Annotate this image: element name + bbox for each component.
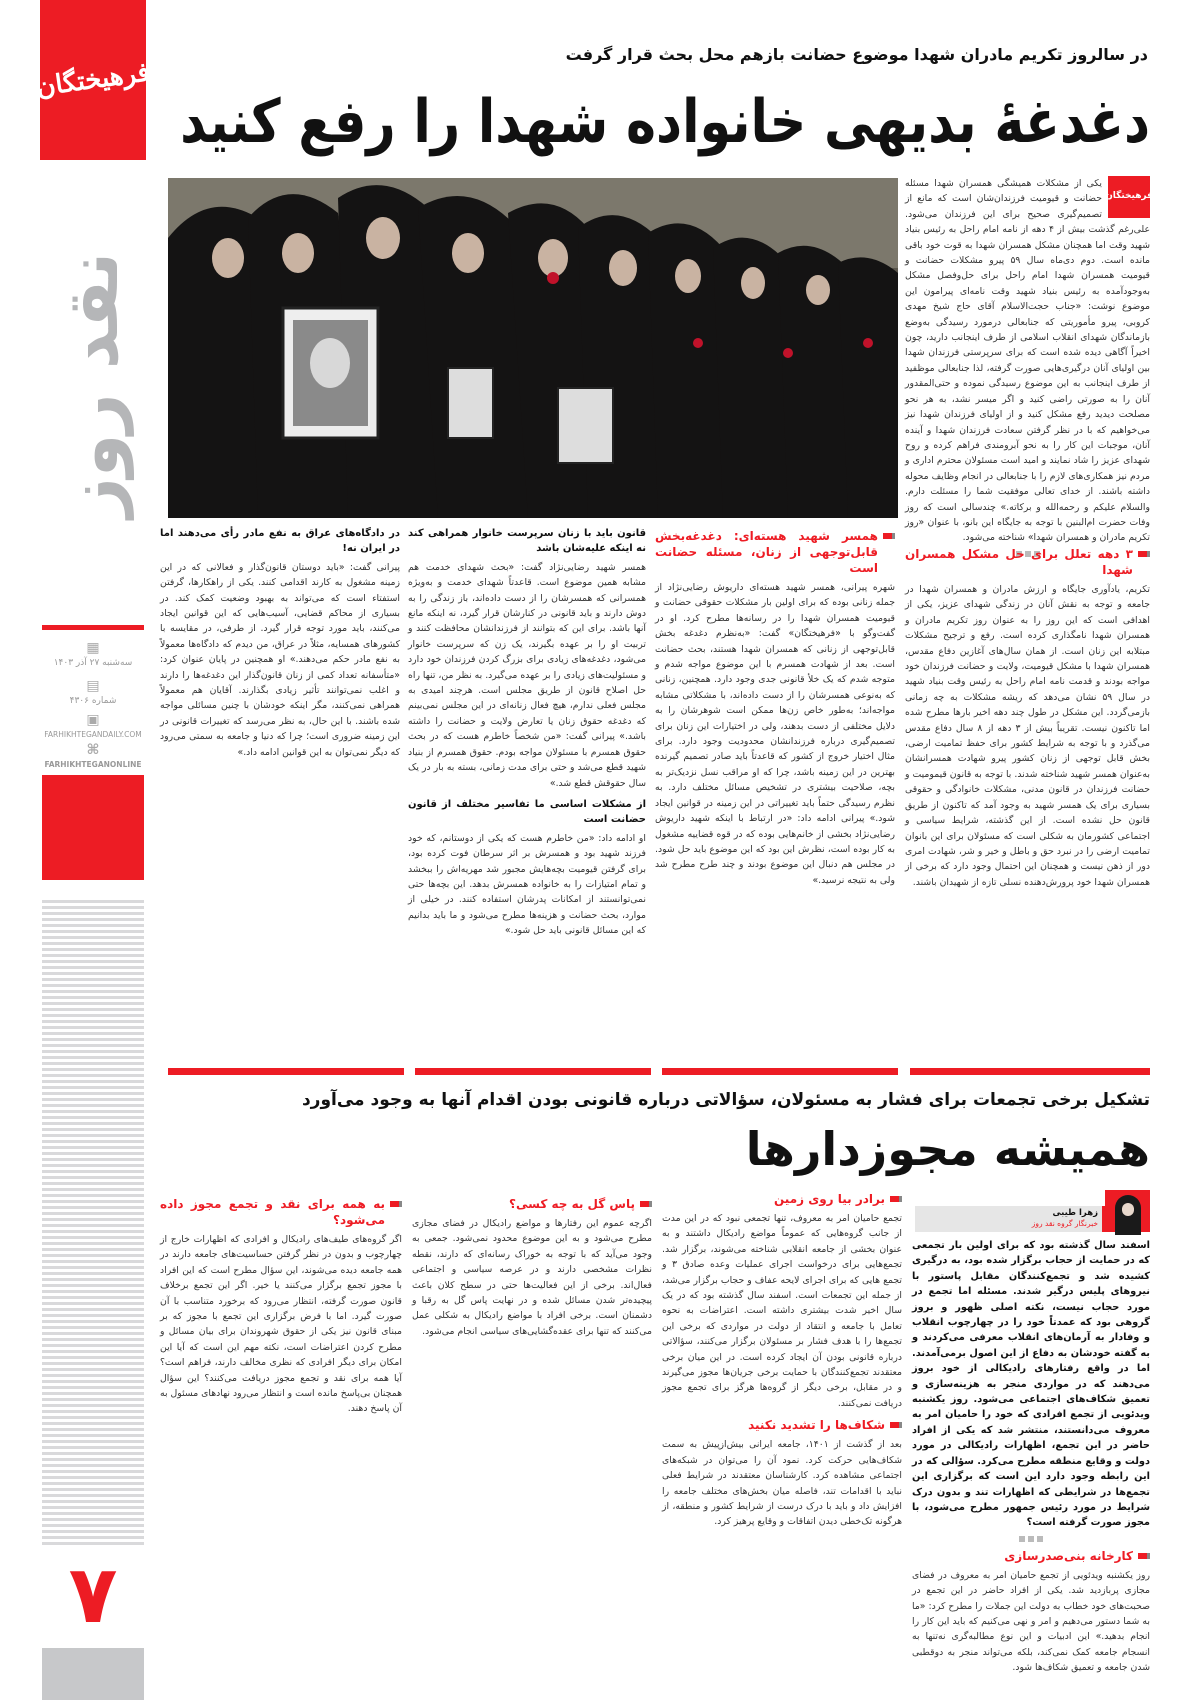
article2-column-1: اسفند سال گذشته بود که برای اولین بار تجمعی که در حمایت از حجاب برگزار شده بود، به درگیری کشیده شد و تجمع‌کنندگان مقابل پاستور با نیروهای پلیس درگیر شدند. مسئله اما تجمع در مورد حجاب نیست، نکته اصلی ظهور و بروز گروهی بود که عمدتاً خود را در چهارچوب انقلاب و وفادار به آرمان‌های انقلاب معرفی می‌کردند و به گفته خودشان به دفاع از این اصول برمی‌آمدند. اما در واقع رفتارهای رادیکالی از خود بروز می‌دهند که در مواردی منجر به هزینه‌سازی و تعمیق شکاف‌های اجتماعی می‌شود. روز یکشنبه ویدئویی از تجمع افرادی که خود را حامیان امر به معروف می‌دانستند، منتشر شد که یکی از افراد حاضر در این تجمع، اظهارات رادیکالی در مورد دولت و وقایع منطقه مطرح می‌کرد. سؤالی که در این رابطه وجود دارد این است که برگزاری این تجمع‌ها در شرایطی که اظهارات تند و بدون درک شرایط در مورد رئیس جمهور مطرح می‌شود، با مجوز صورت گرفته است؟ کارخانه بنی‌صدرسازی روز یکشنبه ویدئویی از تجمع حامیان امر به معروف در فضای مجازی پربازدید شد. یکی از افراد حاضر در این تجمع در صحبت‌های خود خطاب به دولت این جملات را مطرح کرد: «ما به شما دستور می‌دهیم و امر و نهی می‌کنیم که باید این کار را انجام بدهید.» این ادبیات و این نوع مطالبه‌گری نه‌تنها به انسجام جامعه کمک نمی‌کند، بلکه می‌تواند منجر به دوقطبی شدن جامعه و تعمیق شکاف‌ها شود. — [911, 1240, 1150, 1674]
article1-headline: دغدغهٔ بدیهی خانواده شهدا را رفع کنید — [179, 87, 1150, 157]
article1-column-4: در دادگاه‌های عراق به نفع مادر رأی می‌دهند اما در ایران نه! پیرانی گفت: «باید دوستان قانون‌گذار و فعالانی که در این زمینه مشغول به کارند اقدامی کنند. یکی از راهکارها، گرفتن استفتاء است که می‌تواند به بهبود وضعیت کمک کند. در بسیاری از محاکم قضایی، آسیب‌هایی که این قوانین ایجاد می‌کنند، باید مورد توجه قرار گیرد. از طرفی، در مقایسه با کشورهای همسایه، مثلاً در عراق، من دیدم که دادگاه‌ها معمولاً به نفع مادر حکم می‌دهند.» او همچنین در پایان عنوان کرد: «متأسفانه تعداد کمی از زنان قانون‌گذار این دغدغه‌ها را دارند و اغلب نمی‌توانند تأثیر زیادی بگذارند. آقایان هم معمولاً همراهی نمی‌کنند، مگر اینکه خودشان با چنین مسائلی مواجه شده باشند. با این حال، به نظر می‌رسد که تغییرات قانونی در این زمینه ضروری است؛ چرا که دنیا و جامعه به سمتی می‌رود که دیگر نمی‌توان به این قوانین ادامه داد.» — [160, 528, 400, 758]
mini-logo: فرهیختگان — [1108, 176, 1150, 218]
subhead: شکاف‌ها را تشدید نکنید — [662, 1417, 902, 1433]
sidebar-red-block — [42, 775, 144, 880]
article2-column-3: پاس گل به چه کسی؟ اگرچه عموم این رفتارها و مواضع رادیکال در فضای مجازی مطرح می‌شود و به این موضوع محدود نمی‌شود. جمعی به وجود می‌آید که با توجه به خوراک رسانه‌ای که دارند، نقطه نظرات مشخصی دارند و در عرصه سیاسی و اجتماعی فعال‌اند. برخی از این فعالیت‌ها حتی در سطح کلان باعث پیچیده‌تر شدن مسائل شده و در نهایت پاس گل به رقبا و دشمنان است. برخی افراد با مواضع رادیکال به شکلی عمل می‌کنند که تنها برای عقده‌گشایی‌های سیاسی انجام می‌شود. — [412, 1197, 652, 1337]
page-number: ۷ — [68, 1548, 118, 1641]
issue-line: ▤ شماره ۴۳۰۶ — [40, 678, 146, 706]
author-box — [915, 1190, 1150, 1232]
divider — [168, 1068, 404, 1075]
article2-column-2: برادر بیا روی زمین تجمع حامیان امر به معروف، تنها تجمعی نبود که در این مدت از جانب گروه‌هایی که عموماً مواضع رادیکال داشتند و به عنوان بخشی از جامعه انقلابی شناخته می‌شوند، برگزار شد. تجمع‌هایی برای درخواست اجرای عملیات وعده صادق ۳ و تجمع هایی که برای اجرای لایحه عفاف و حجاب برگزار می‌شد، از جمله این تجمعات است. اسفند سال گذشته بود که در یک سال اخیر شدت بیشتری داشته است. اعتراضات به نحوه تعامل با جامعه و انتقاد از دولت در مواردی که برخی این تجمع‌ها را با هدف فشار بر مسئولان برگزار می‌کنند، سؤالاتی درباره قانونی بودن آن ایجاد کرده است. در این میان برخی معتقدند تجمع‌کنندگان با حمایت برخی جریان‌ها مجوز می‌گیرند و در مقابل، برخی دیگر از گروه‌ها هرگز برای تجمع مجوز دریافت نمی‌کنند. شکاف‌ها را تشدید نکنید بعد از گذشت از ۱۴۰۱، جامعه ایرانی بیش‌ازپیش به سمت شکاف‌هایی حرکت کرد. نمود آن را می‌توان در شبکه‌های اجتماعی مشاهده کرد. کارشناسان معتقدند در شرایط فعلی نباید با اقدامات تند، فاصله میان بخش‌های مختلف جامعه را افزایش داد و باید با درک درست از شرایط کشور و منطقه، از هرگونه تک‌خطی دیدن اتفاقات و وقایع پرهیز کرد. — [662, 1192, 902, 1528]
date-line: ▦ سه‌شنبه ۲۷ آذر ۱۴۰۳ — [40, 640, 146, 668]
subhead: کارخانه بنی‌صدرسازی — [912, 1548, 1150, 1564]
subhead: برادر بیا روی زمین — [662, 1191, 902, 1207]
article2-headline: همیشه مجوزدارها — [745, 1122, 1150, 1176]
article1-intro: فرهیختگان یکی از مشکلات همیشگی همسران شهدا مسئله حضانت و قیومیت فرزندان‌شان است که مانع از تصمیم‌گیری صحیح برای این فرزندان می‌شود. علی‌رغم گذشت بیش از ۴ دهه از نامه امام راحل به رئیس بنیاد شهید وقت اما همچنان مشکل همسران شهدا به قوت خود باقی مانده است. دوم دی‌ماه سال ۵۹ پیرو مشکلات حضانت و قیومیت همسران شهدا امام راحل برای حل‌وفصل مشکل به‌وجودآمده به رئیس بنیاد شهید وقت نامه‌ای پیرامون این موضوع نوشت: «جناب حجت‌الاسلام آقای حاج شیخ مهدی کروبی، پیرو مأموریتی که جنابعالی درمورد رسیدگی به‌وضع بازماندگان شهدای انقلاب اسلامی از طرف اینجانب دارید، چون اخیراً آگاهی دیده شده است که برای سرپرستی فرزندان شهدا بین اولیای آنان درگیری‌هایی صورت گرفته، لذا جنابعالی موظفید از طرف اینجانب به این موضوع رسیدگی نموده و حتی‌المقدور آنان را به صورتی راضی کنید و اگر میسر نشد، به هر نحو مصلحت دیدید رفع مشکل کنید و از اولیای فرزندان شهدا نیز می‌خواهیم که با در نظر گرفتن سعادت فرزندان شهدا و آینده آنان، موجبات این کار را به نحو آبرومندی فراهم کرده و روح شهدای عزیز را شاد نمایند و امید است مسئولان محترم اداری و مردم نیز همکاری‌های لازم را با جنابعالی در انجام وظایف محوله داشته باشند. از خدای تعالی موفقیت شما را مسئلت دارم. والسلام علیکم و رحمه‌الله و برکاته.» چندسالی است که روز وفات حضرت ام‌البنین با توجه به جایگاه این بانو، با عنوان «روز تکریم مادران و همسران شهدا» شناخته می‌شود. — [905, 176, 1150, 521]
newspaper-icon: ▤ — [86, 678, 100, 694]
author-role: خبرنگار گروه نقد روز — [1031, 1219, 1098, 1228]
network-icon: ⌘ — [86, 742, 100, 758]
separator-dots — [1019, 1536, 1043, 1542]
article-photo-mothers-of-martyrs — [168, 178, 898, 518]
newspaper-logo: فرهیختگان — [40, 0, 146, 160]
article1-column-1: ۳ دهه تعلل برای حل مشکل همسران شهدا تکریم، یادآوری جایگاه و ارزش مادران و همسران شهدا در جامعه و توجه به نقش آنان در زندگی شهدای عزیز، یکی از اهدافی است که این روز را به عنوان روز تکریم مادران و همسران شهدا نامگذاری کرده است. رفع و ترجیح مشکلات مبتلابه این زنان است. از همان سال‌های آغازین دفاع مقدس، همسران شهدا با مشکل قیومیت، ولایت و حضانت فرزندان خود مواجه بودند و قدمت نامه امام راحل به رئیس وقت بنیاد شهید در سال ۵۹ نشان می‌دهد که ریشه مشکلات به چه زمانی بازمی‌گردد. این مشکل در طول چند دهه اخیر بارها مطرح شده اما تاکنون نیست. تقریباً بیش از ۳ دهه از ۸ سال دفاع مقدس می‌گذرد و با توجه به شرایط کشور برای حفظ تمامیت ارضی، بخش قابل توجهی از زنان کشور پیرو شهادت همسرانشان به‌عنوان همسر شهید شناخته شدند. با توجه به قانون قیمومیت و حضانت فرزندان در قانون مدنی، مشکلات خانوادگی و حقوقی بسیاری برای یک همسر شهید به وجود آمد که تاکنون از طریق قانون حل نشده است. از این گذشته، شرایط سیاسی و اجتماعی کشورمان به شکلی است که مسئولان برای این بانوان تمامیت ارضی را در نبرد حق و باطل و خیر و شر، شهادت امری دور از ذهن نیست و همچنان این احتمال وجود دارد که برخی از همسران شهدا خود پرورش‌دهنده نسلی تازه از شهیدان باشند. — [905, 547, 1150, 888]
article2-column-4: به همه برای نقد و تجمع مجوز داده می‌شود؟ اگر گروه‌های طیف‌های رادیکال و افرادی که اظهارات خارج از چهارچوب و بدون در نظر گرفتن حساسیت‌های جامعه دارند در همه جامعه دیده می‌شوند، این سؤال مطرح است که این افراد با مجوز تجمع برگزار می‌کنند یا خیر. اگر این تجمع برخلاف قانون صورت گرفته، انتظار می‌رود که برخورد متناسب با آن صورت گیرد. اما با فرض برگزاری این تجمع با مجوز که بر مبنای قانون نیز یکی از حقوق شهروندان برای بیان مسائل و مطرح کردن اعتراضات است، نکته مهم این است که آیا این امکان برای دیگر افرادی که نظری مخالف دارند، فراهم است؟ آیا همه برای نقد و تجمع مجوز دریافت می‌کنند؟ این سؤال همچنان بی‌پاسخ مانده است و انتظار می‌رود نهادهای مسئول به آن پاسخ دهند. — [160, 1197, 402, 1415]
article1-kicker: در سالروز تکریم مادران شهدا موضوع حضانت بازهم محل بحث قرار گرفت — [565, 45, 1148, 64]
social-handle[interactable]: ⌘ FARHIKHTEGANONLINE — [40, 742, 146, 769]
author-avatar — [1105, 1190, 1150, 1232]
divider — [662, 1068, 898, 1075]
subhead: در دادگاه‌های عراق به نفع مادر رأی می‌دهند اما در ایران نه! — [160, 528, 400, 555]
website-link[interactable]: ▣ FARHIKHTEGANDAILY.COM — [40, 712, 146, 739]
sidebar-gray-block — [42, 1648, 144, 1700]
subhead: پاس گل به چه کسی؟ — [412, 1196, 652, 1212]
photo-illustration — [168, 178, 898, 518]
article2-kicker: تشکیل برخی تجمعات برای فشار به مسئولان، سؤالاتی درباره قانونی بودن اقدام آنها به وجود می‌آورد — [301, 1090, 1150, 1110]
article1-column-3: قانون باید با زنان سرپرست خانوار همراهی کند نه اینکه علیه‌شان باشد همسر شهید رضایی‌نژاد گفت: «بحث شهدای خدمت هم مشابه همین موضوع است. قاعدتاً شهدای خدمت و به‌ویژه همسرانی که همسرشان را از دست داده‌اند، باز زندگی را به دوش دارند و باید قانونی در کنارشان قرار گیرد، نه اینکه مانع آنها باشد. برای این که بتوانند از فرزندانشان محافظت کنند و تربیت او را بر عهده بگیرند، یک زن که سرپرست خانوار می‌شود، دغدغه‌های زیادی برای بزرگ کردن فرزندان خود دارد و مسئولیت‌های زیادی را بر عهده می‌گیرد. به نظر من، تنها راه حل اصلاح قانون از طریق مجلس است. هرچند امیدی به مجلس فعلی ندارم، هیچ فعال زنانه‌ای در این مجلس نمی‌بینم که دغدغه حقوق زنان یا تعارض ولایت و حضانت را داشته باشد.» پیرانی گفت: «من شخصاً خاطرم هست که در بحث حقوق همسرم با مسئولان مواجه بودم. حقوق همسرم از بنیاد شهید قطع می‌شد و حتی برای مدت زمانی، بسته به بار در یک سال حقوقش قطع شد.» از مشکلات اساسی ما تفاسیر مختلف از قانون حضانت است او ادامه داد: «من خاطرم هست که یکی از دوستانم، که خود فرزند شهید بود و همسرش بر اثر سرطان فوت کرده بود، برای گرفتن قیومیت بچه‌هایش مجبور شد مهریه‌اش را ببخشد و تمام امتیازات را به خانواده همسرش بدهد. این بچه‌ها حتی نمی‌توانستند از امکانات پدرشان استفاده کنند. در خیلی از موارد، بحث حضانت و هزینه‌ها مطرح می‌شود و ما باید بدانیم که این مسائل قانونی باید حل شود.» — [408, 528, 646, 937]
divider — [415, 1068, 651, 1075]
subhead: ۳ دهه تعلل برای حل مشکل همسران شهدا — [905, 546, 1150, 578]
divider — [42, 625, 144, 630]
article1-column-2: همسر شهید هسته‌ای: دغدغه‌بخش قابل‌توجهی از زنان، مسئله حضانت است شهره پیرانی، همسر شهید هسته‌ای داریوش رضایی‌نژاد از جمله زنانی بوده که برای اولین بار مشکلات حقوقی حضانت و قیومیت همسران شهدا را در رسانه‌ها مطرح کرد. او در گفت‌وگو با «فرهیختگان» گفت: «به‌نظرم دغدغه بخش قابل‌توجهی از زنانی که همسران شهدا هستند، بحث حضانت است. بعد از شهادت همسرم با این موضوع مواجه شدم و متوجه شدم که یک خلأ قانونی جدی وجود دارد. همچنین، زنانی که به‌نوعی همسرشان را از دست داده‌اند، با مشکلاتی مشابه مواجه‌اند؛ به‌طور خاص زن‌ها ممکن است شوهرشان را به دلایل مختلفی از دست بدهند، ولی در اختیارات این زنان برای تصمیم‌گیری درباره فرزندانشان محدودیت وجود دارد. برای مثال اختیار خروج از کشور که قاعدتاً باید صادر تصمیم گیرنده بهترین در این زمینه باشد، چرا که او مراقب نسل نزدیک‌تر به بچه، صلاحیت بیشتری در تشخیص مسائل مختلف دارد. به نظرم رسیدگی حتماً باید تغییراتی در این زمینه در قوانین ایجاد شود.» پیرانی ادامه داد: «در ارتباط با اینکه شهید داریوش رضایی‌نژاد بخشی از خانم‌هایی بوده که در قوه قضاییه مشغول به کار بوده است، نظرش این بود که این موضوع باید حل شود. در مجلس هم دنبال این موضوع بودند و چند طرح مطرح شد ولی به نتیجه نرسید.» — [655, 529, 895, 886]
sidebar-stripes — [42, 900, 144, 1545]
web-icon: ▣ — [86, 712, 100, 728]
author-name: زهرا طیبی — [1052, 1208, 1098, 1218]
subhead: قانون باید با زنان سرپرست خانوار همراهی کند نه اینکه علیه‌شان باشد — [408, 528, 646, 555]
section-title: نقد روز — [52, 252, 134, 518]
subhead: از مشکلات اساسی ما تفاسیر مختلف از قانون حضانت است — [408, 798, 646, 826]
calendar-icon: ▦ — [86, 640, 100, 656]
subhead: به همه برای نقد و تجمع مجوز داده می‌شود؟ — [160, 1196, 402, 1228]
subhead: همسر شهید هسته‌ای: دغدغه‌بخش قابل‌توجهی از زنان، مسئله حضانت است — [655, 528, 895, 576]
divider — [910, 1068, 1150, 1075]
